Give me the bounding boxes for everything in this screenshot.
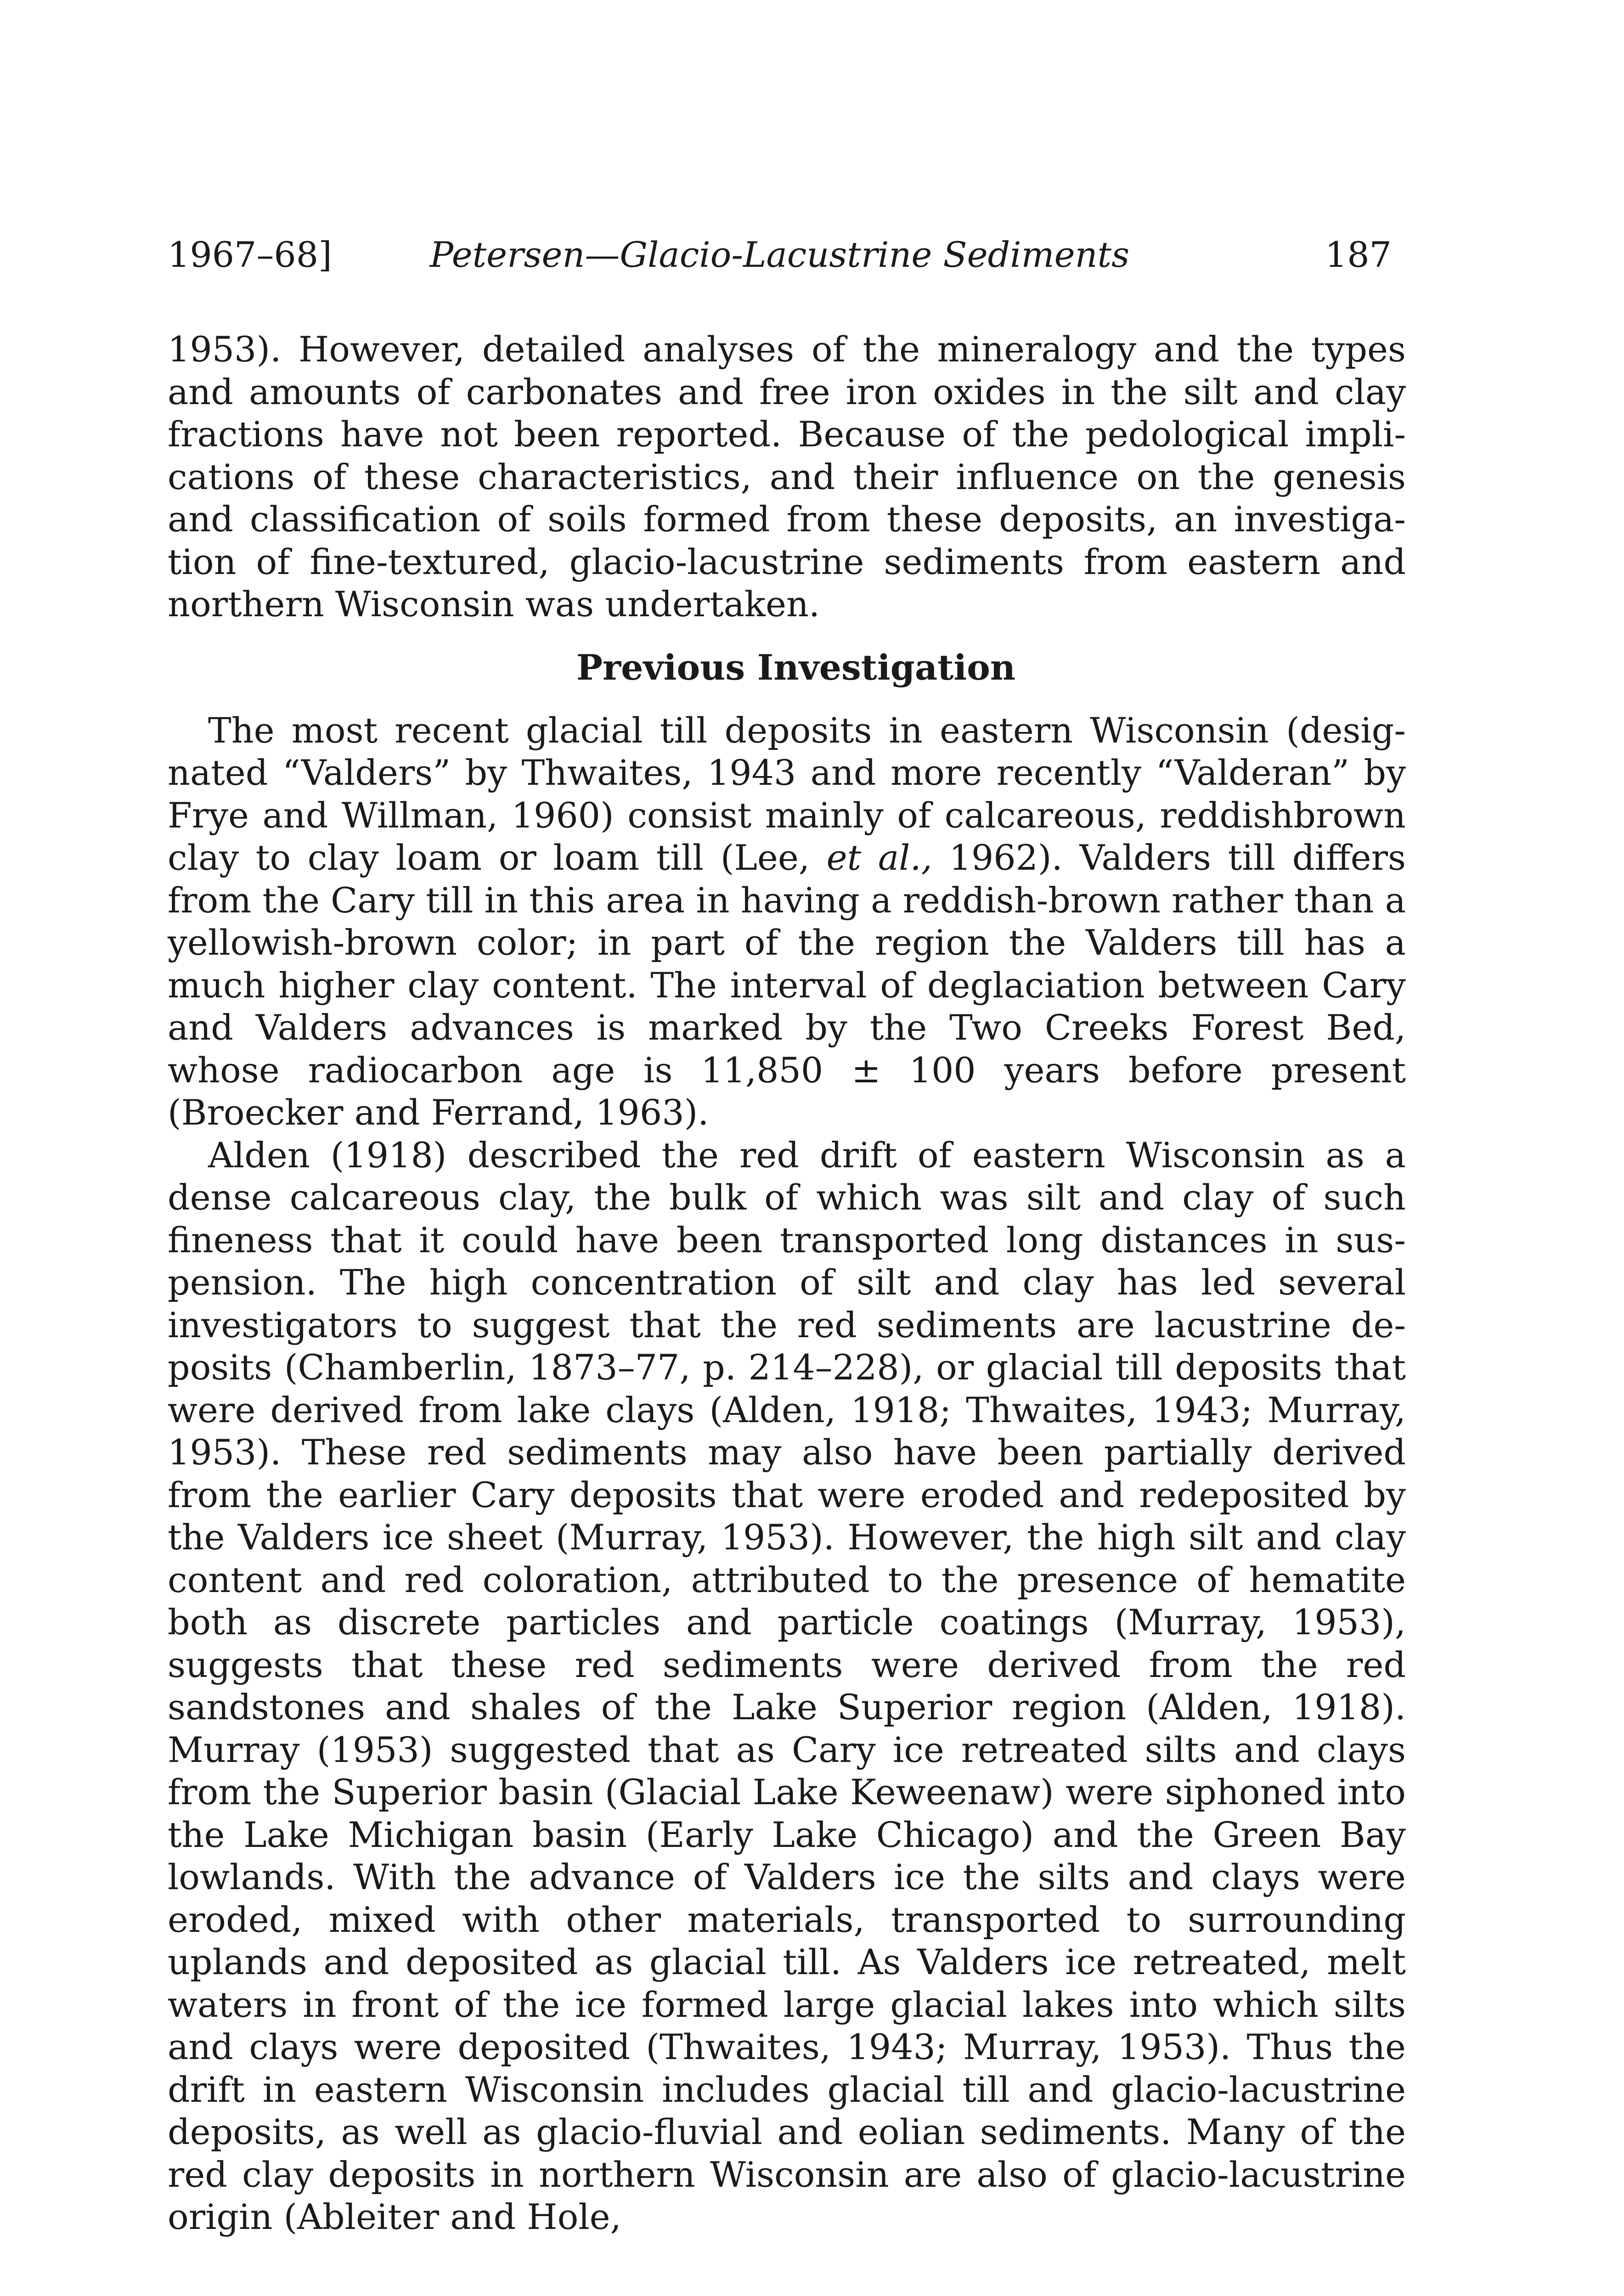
running-title: Petersen—Glacio-Lacustrine Sediments xyxy=(429,234,1130,275)
paragraph-valders-till xyxy=(168,709,1406,1134)
paragraph-text-part: The most recent glacial till deposits in eastern Wisconsin (designated “Valders” by Thwaites, 1943 and more recently “Valderan” by Frye and Willman, 1960) consist mainly of calcareous, reddishbrown clay to clay loam or loam till (Lee, xyxy=(168,709,1406,878)
volume-year: 1967–68] xyxy=(168,234,332,275)
page-number: 187 xyxy=(1325,234,1392,275)
section-heading: Previous Investigation xyxy=(576,647,1016,688)
running-head xyxy=(168,230,1392,280)
paragraph-red-drift: Alden (1918) described the red drift of eastern Wisconsin as a dense calcareous clay, the bulk of which was silt and clay of such fineness that it could have been transported long distances in suspension. The high concentration of silt and clay has led several investigators to suggest that the red sediments are lacustrine deposits (Chamberlin, 1873–77, p. 214–228), or glacial till deposits that were derived from lake clays (Alden, 1918; Thwaites, 1943; Murray, 1953). These red sediments may also have been partially derived from the earlier Cary deposits that were eroded and redeposited by the Valders ice sheet (Murray, 1953). However, the high silt and clay content and red coloration, attributed to the presence of hematite both as discrete particles and particle coatings (Murray, 1953), suggests that these red sediments were derived from the red sandstones and shales of the Lake Superior region (Alden, 1918). Murray (1953) suggested that as Cary ice retreated silts and clays from the Superior basin (Glacial Lake Keweenaw) were siphoned into the Lake Michigan basin (Early Lake Chicago) and the Green Bay lowlands. With the advance of Valders ice the silts and clays were eroded, mixed with other materials, transported to surrounding uplands and deposited as glacial till. As Valders ice retreated, melt waters in front of the ice formed large glacial lakes into which silts and clays were deposited (Thwaites, 1943; Murray, 1953). Thus the drift in eastern Wisconsin includes glacial till and glacio-lacustrine deposits, as well as glacio-fluvial and eolian sediments. Many of the red clay deposits in northern Wisconsin are also of glacio-lacustrine origin (Ableiter and Hole, xyxy=(168,1134,1406,2237)
et-al-italic: et al., xyxy=(826,837,932,878)
body-text xyxy=(168,328,1406,2239)
paragraph-text-part: 1962). Valders till differs from the Cary till in this area in having a reddish-brown rather than a yellowish-brown color; in part of the region the Valders till has a much higher clay content. The interval of deglaciation between Cary and Valders advances is marked by the Two Creeks Forest Bed, whose radiocarbon age is 11,850 ± 100 years before present (Broecker and Ferrand, 1963). xyxy=(168,837,1406,1133)
paragraph-continued: 1953). However, detailed analyses of the mineralogy and the types and amounts of carbonates and free iron oxides in the silt and clay fractions have not been reported. Because of the pedological implications of these characteristics, and their influence on the genesis and classification of soils formed from these deposits, an investigation of fine-textured, glacio-lacustrine sediments from eastern and northern Wisconsin was undertaken. xyxy=(168,329,1406,625)
